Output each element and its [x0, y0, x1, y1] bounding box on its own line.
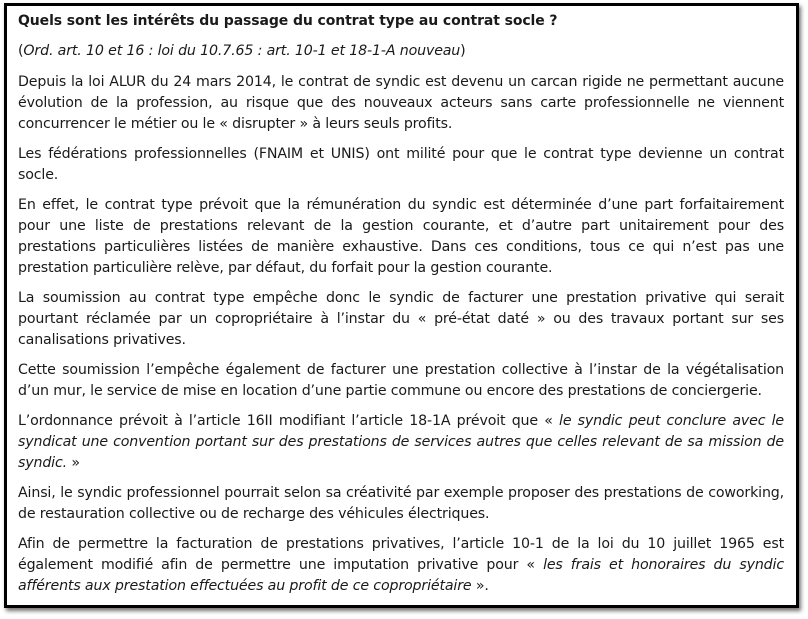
reference-text: Ord. art. 10 et 16 : loi du 10.7.65 : art. 10-1 et 18-1-A nouveau	[23, 43, 461, 59]
paragraph-8-outro: ».	[471, 578, 489, 594]
paragraph-6-intro: L’ordonnance prévoit à l’article 16II modifiant l’article 18-1A prévoit que «	[18, 413, 560, 429]
document-title: Quels sont les intérêts du passage du contrat type au contrat socle ?	[18, 13, 558, 29]
paragraph-8-quote: les frais et honoraires du syndic afférents aux prestation effectuées au profit de ce copropriétaire	[18, 557, 784, 594]
paragraph-8-intro: Afin de permettre la facturation de prestations privatives, l’article 10-1 de la loi du 10 juillet 1965 est également modifié afin de permettre une imputation privative pour «	[18, 536, 784, 573]
paragraph-4: La soumission au contrat type empêche donc le syndic de facturer une prestation privative qui serait pourtant réclamée par un copropriétaire à l’instar du « pré-état daté » ou des travaux portant sur ses canalisations privatives.	[18, 290, 784, 348]
paragraph-7: Ainsi, le syndic professionnel pourrait selon sa créativité par exemple proposer des prestations de coworking, de restauration collective ou de recharge des véhicules électriques.	[18, 485, 784, 522]
paragraph-3: En effet, le contrat type prévoit que la rémunération du syndic est déterminée d’une part forfaitairement pour une liste de prestations relevant de la gestion courante, et d’autre part unitairement pour des prestations particulières listées de manière exhaustive. Dans ces conditions, tous ce qui n’est pas une prestation particulière relève, par défaut, du forfait pour la gestion courante.	[18, 197, 784, 276]
document-frame	[4, 3, 799, 608]
paragraph-6-quote: le syndic peut conclure avec le syndicat une convention portant sur des prestations de services autres que celles relevant de sa mission de syndic.	[18, 413, 785, 471]
paragraph-2: Les fédérations professionnelles (FNAIM et UNIS) ont milité pour que le contrat type devienne un contrat socle.	[18, 146, 784, 183]
reference-open: (	[18, 43, 24, 59]
paragraph-8	[18, 534, 784, 597]
paragraph-5: Cette soumission l’empêche également de facturer une prestation collective à l’instar de la végétalisation d’un mur, le service de mise en location d’une partie commune ou encore des prestations de conciergerie.	[18, 362, 784, 399]
paragraph-1: Depuis la loi ALUR du 24 mars 2014, le contrat de syndic est devenu un carcan rigide ne permettant aucune évolution de la profession, au risque que des nouveaux acteurs sans carte professionnelle ne viennent concurrencer le métier ou le « disrupter » à leurs seuls profits.	[18, 74, 784, 132]
paragraph-6	[18, 411, 784, 474]
reference-close: )	[460, 43, 466, 59]
legal-reference	[18, 41, 784, 62]
paragraph-6-outro: »	[67, 455, 80, 471]
